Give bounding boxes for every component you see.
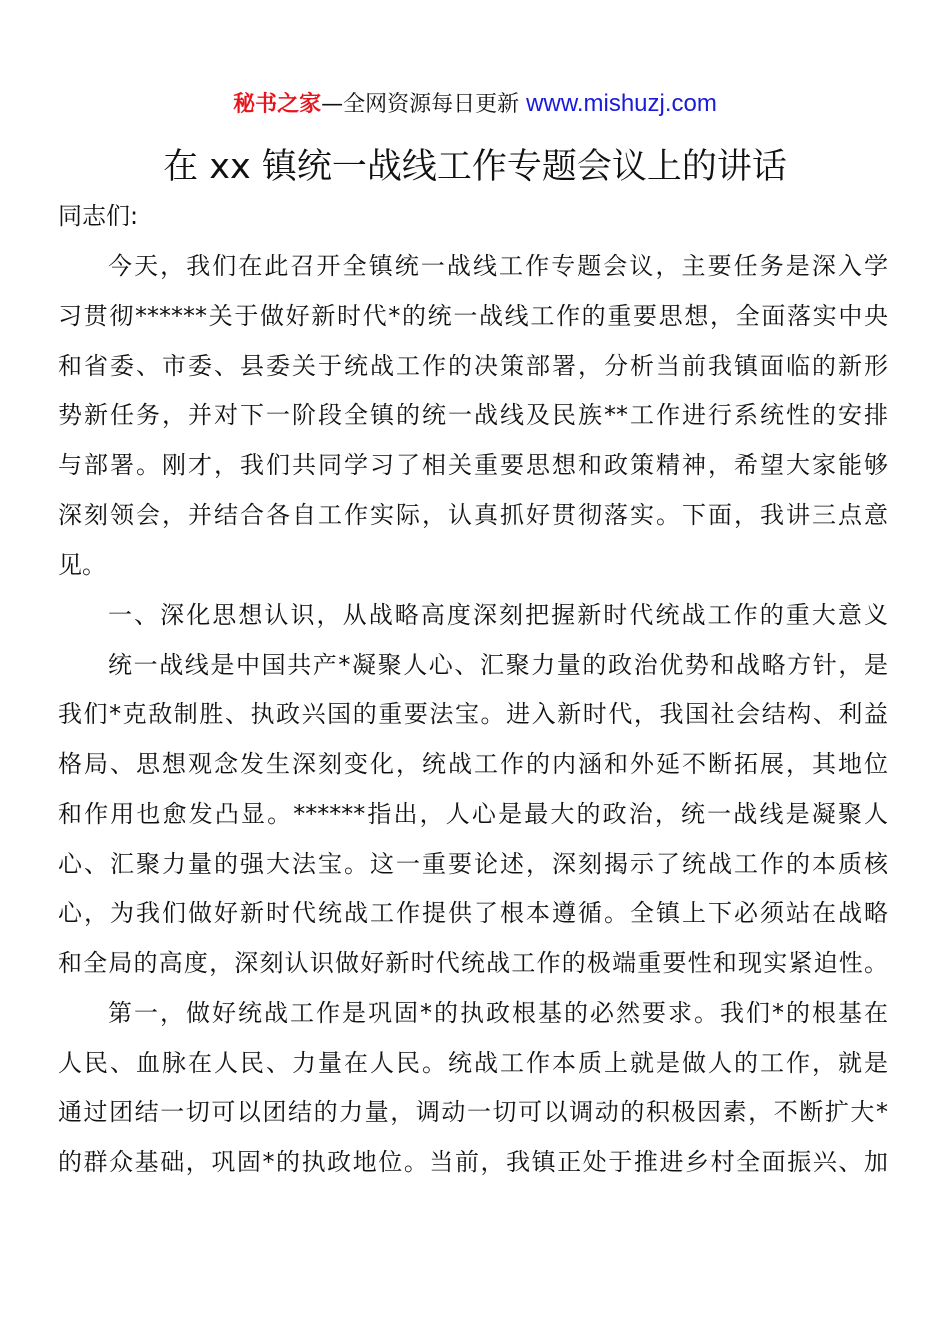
body-line: 通过团结一切可以团结的力量，调动一切可以调动的积极因素，不断扩大*: [58, 1098, 888, 1126]
body-line: 和作用也愈发凸显。******指出，人心是最大的政治，统一战线是凝聚人: [58, 800, 888, 828]
body-line: 第一，做好统战工作是巩固*的执政根基的必然要求。我们*的根基在: [108, 999, 888, 1027]
body-line: 见。: [58, 551, 106, 579]
body-line: 习贯彻******关于做好新时代*的统一战线工作的重要思想，全面落实中央: [58, 302, 888, 330]
body-line: 心，为我们做好新时代统战工作提供了根本遵循。全镇上下必须站在战略: [58, 899, 888, 927]
body-line: 势新任务，并对下一阶段全镇的统一战线及民族**工作进行系统性的安排: [58, 401, 888, 429]
document-title: 在 xx 镇统一战线工作专题会议上的讲话: [163, 147, 787, 187]
section-heading: 一、深化思想认识，从战略高度深刻把握新时代统战工作的重大意义: [108, 601, 888, 629]
header-url-link[interactable]: www.mishuzj.com: [526, 90, 717, 117]
body-line: 统一战线是中国共产*凝聚人心、汇聚力量的政治优势和战略方针，是: [108, 651, 888, 679]
body-line: 今天，我们在此召开全镇统一战线工作专题会议，主要任务是深入学: [108, 252, 888, 280]
brand-name: 秘书之家: [233, 92, 322, 117]
body-line: 和全局的高度，深刻认识做好新时代统战工作的极端重要性和现实紧迫性。: [58, 949, 888, 977]
body-line: 我们*克敌制胜、执政兴国的重要法宝。进入新时代，我国社会结构、利益: [58, 700, 888, 728]
body-line: 格局、思想观念发生深刻变化，统战工作的内涵和外延不断拓展，其地位: [58, 750, 888, 778]
header-slogan: —全网资源每日更新: [321, 92, 527, 117]
body-line: 人民、血脉在人民、力量在人民。统战工作本质上就是做人的工作，就是: [58, 1049, 888, 1077]
body-line: 的群众基础，巩固*的执政地位。当前，我镇正处于推进乡村全面振兴、加: [58, 1148, 888, 1176]
site-header: [0, 88, 950, 121]
body-line: 心、汇聚力量的强大法宝。这一重要论述，深刻揭示了统战工作的本质核: [58, 850, 888, 878]
body-line: 深刻领会，并结合各自工作实际，认真抓好贯彻落实。下面，我讲三点意: [58, 501, 888, 529]
body-line: 和省委、市委、县委关于统战工作的决策部署，分析当前我镇面临的新形: [58, 352, 888, 380]
salutation: 同志们:: [58, 202, 139, 230]
body-line: 与部署。刚才，我们共同学习了相关重要思想和政策精神，希望大家能够: [58, 451, 888, 479]
